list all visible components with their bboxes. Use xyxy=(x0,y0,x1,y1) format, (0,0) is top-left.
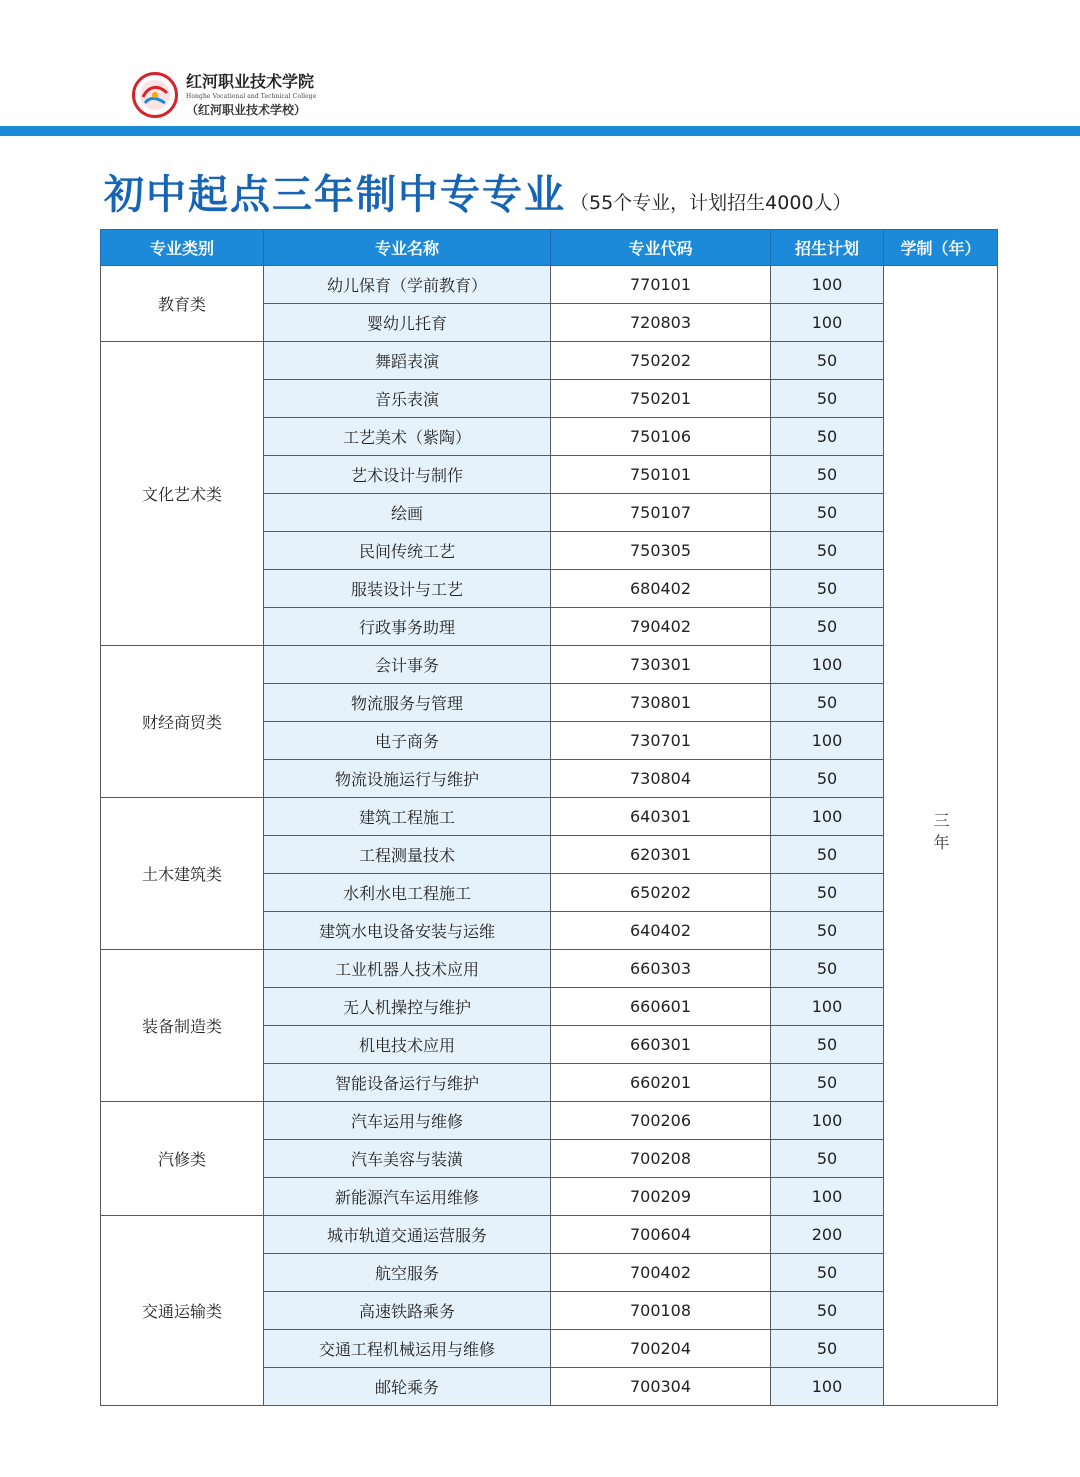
major-code-cell: 700209 xyxy=(551,1178,771,1216)
major-name-cell: 航空服务 xyxy=(264,1254,551,1292)
category-cell: 交通运输类 xyxy=(101,1216,264,1406)
table-row xyxy=(101,1216,998,1254)
enrollment-table xyxy=(100,229,998,1406)
enrollment-plan-cell: 50 xyxy=(771,874,884,912)
major-name-cell: 会计事务 xyxy=(264,646,551,684)
enrollment-plan-cell: 100 xyxy=(771,1102,884,1140)
major-code-cell: 620301 xyxy=(551,836,771,874)
major-code-cell: 700204 xyxy=(551,1330,771,1368)
enrollment-plan-cell: 50 xyxy=(771,1254,884,1292)
major-name-cell: 高速铁路乘务 xyxy=(264,1292,551,1330)
header-major-name: 专业名称 xyxy=(264,230,551,266)
major-name-cell: 物流服务与管理 xyxy=(264,684,551,722)
major-code-cell: 700208 xyxy=(551,1140,771,1178)
major-name-cell: 舞蹈表演 xyxy=(264,342,551,380)
enrollment-plan-cell: 50 xyxy=(771,912,884,950)
major-code-cell: 700206 xyxy=(551,1102,771,1140)
major-code-cell: 790402 xyxy=(551,608,771,646)
major-name-cell: 电子商务 xyxy=(264,722,551,760)
major-code-cell: 650202 xyxy=(551,874,771,912)
page-title-row xyxy=(104,170,852,220)
enrollment-plan-cell: 50 xyxy=(771,342,884,380)
major-name-cell: 音乐表演 xyxy=(264,380,551,418)
major-code-cell: 660301 xyxy=(551,1026,771,1064)
category-cell: 装备制造类 xyxy=(101,950,264,1102)
enrollment-plan-cell: 100 xyxy=(771,304,884,342)
enrollment-plan-cell: 50 xyxy=(771,532,884,570)
table-body xyxy=(101,266,998,1406)
major-code-cell: 730701 xyxy=(551,722,771,760)
major-name-cell: 邮轮乘务 xyxy=(264,1368,551,1406)
major-name-cell: 物流设施运行与维护 xyxy=(264,760,551,798)
major-name-cell: 幼儿保育（学前教育） xyxy=(264,266,551,304)
major-code-cell: 750202 xyxy=(551,342,771,380)
major-code-cell: 720803 xyxy=(551,304,771,342)
major-name-cell: 工程测量技术 xyxy=(264,836,551,874)
major-code-cell: 750106 xyxy=(551,418,771,456)
enrollment-plan-cell: 50 xyxy=(771,494,884,532)
enrollment-plan-cell: 100 xyxy=(771,798,884,836)
major-name-cell: 交通工程机械运用与维修 xyxy=(264,1330,551,1368)
enrollment-plan-cell: 50 xyxy=(771,1064,884,1102)
major-name-cell: 汽车美容与装潢 xyxy=(264,1140,551,1178)
enrollment-plan-cell: 50 xyxy=(771,1330,884,1368)
category-cell: 教育类 xyxy=(101,266,264,342)
page-subtitle: （55个专业，计划招生4000人） xyxy=(570,192,852,214)
major-name-cell: 民间传统工艺 xyxy=(264,532,551,570)
major-code-cell: 640301 xyxy=(551,798,771,836)
major-name-cell: 婴幼儿托育 xyxy=(264,304,551,342)
header-enrollment-plan: 招生计划 xyxy=(771,230,884,266)
page-header xyxy=(0,0,1080,126)
major-name-cell: 汽车运用与维修 xyxy=(264,1102,551,1140)
page-title: 初中起点三年制中专专业 xyxy=(104,172,566,218)
enrollment-plan-cell: 100 xyxy=(771,1368,884,1406)
enrollment-plan-cell: 50 xyxy=(771,456,884,494)
header-divider-bar xyxy=(0,126,1080,136)
school-name-cn: 红河职业技术学院 xyxy=(186,72,315,91)
table-header-row xyxy=(101,230,998,266)
major-name-cell: 行政事务助理 xyxy=(264,608,551,646)
major-name-cell: 建筑工程施工 xyxy=(264,798,551,836)
enrollment-plan-cell: 50 xyxy=(771,608,884,646)
enrollment-plan-cell: 50 xyxy=(771,1026,884,1064)
table-row xyxy=(101,1102,998,1140)
school-emblem-icon xyxy=(132,72,178,118)
enrollment-plan-cell: 100 xyxy=(771,266,884,304)
enrollment-plan-cell: 100 xyxy=(771,646,884,684)
major-code-cell: 750107 xyxy=(551,494,771,532)
category-cell: 土木建筑类 xyxy=(101,798,264,950)
enrollment-plan-cell: 100 xyxy=(771,988,884,1026)
major-name-cell: 服装设计与工艺 xyxy=(264,570,551,608)
table-row xyxy=(101,646,998,684)
category-cell: 财经商贸类 xyxy=(101,646,264,798)
major-name-cell: 城市轨道交通运营服务 xyxy=(264,1216,551,1254)
major-name-cell: 工艺美术（紫陶） xyxy=(264,418,551,456)
major-code-cell: 700304 xyxy=(551,1368,771,1406)
enrollment-plan-cell: 50 xyxy=(771,1292,884,1330)
enrollment-plan-cell: 50 xyxy=(771,570,884,608)
major-name-cell: 水利水电工程施工 xyxy=(264,874,551,912)
major-code-cell: 750305 xyxy=(551,532,771,570)
enrollment-plan-cell: 200 xyxy=(771,1216,884,1254)
table-row xyxy=(101,798,998,836)
major-code-cell: 750101 xyxy=(551,456,771,494)
enrollment-plan-cell: 50 xyxy=(771,760,884,798)
duration-text: 三年 xyxy=(931,811,950,856)
major-name-cell: 工业机器人技术应用 xyxy=(264,950,551,988)
major-code-cell: 640402 xyxy=(551,912,771,950)
enrollment-plan-cell: 100 xyxy=(771,722,884,760)
enrollment-plan-cell: 50 xyxy=(771,1140,884,1178)
major-code-cell: 660601 xyxy=(551,988,771,1026)
major-code-cell: 700402 xyxy=(551,1254,771,1292)
major-code-cell: 700604 xyxy=(551,1216,771,1254)
category-cell: 文化艺术类 xyxy=(101,342,264,646)
category-cell: 汽修类 xyxy=(101,1102,264,1216)
major-code-cell: 680402 xyxy=(551,570,771,608)
major-name-cell: 智能设备运行与维护 xyxy=(264,1064,551,1102)
enrollment-plan-cell: 50 xyxy=(771,380,884,418)
major-code-cell: 660201 xyxy=(551,1064,771,1102)
header-duration: 学制（年） xyxy=(884,230,998,266)
major-name-cell: 新能源汽车运用维修 xyxy=(264,1178,551,1216)
major-code-cell: 700108 xyxy=(551,1292,771,1330)
major-name-cell: 建筑水电设备安装与运维 xyxy=(264,912,551,950)
major-name-cell: 艺术设计与制作 xyxy=(264,456,551,494)
major-code-cell: 730301 xyxy=(551,646,771,684)
enrollment-plan-cell: 50 xyxy=(771,950,884,988)
major-code-cell: 770101 xyxy=(551,266,771,304)
major-code-cell: 750201 xyxy=(551,380,771,418)
enrollment-plan-cell: 50 xyxy=(771,836,884,874)
duration-cell xyxy=(884,266,998,1406)
major-name-cell: 绘画 xyxy=(264,494,551,532)
school-name-en: Honghe Vocational and Technical College xyxy=(186,93,317,100)
major-code-cell: 730804 xyxy=(551,760,771,798)
header-category: 专业类别 xyxy=(101,230,264,266)
school-sub-name: （红河职业技术学校） xyxy=(186,103,307,117)
table-row xyxy=(101,950,998,988)
table-row xyxy=(101,266,998,304)
major-code-cell: 730801 xyxy=(551,684,771,722)
major-name-cell: 机电技术应用 xyxy=(264,1026,551,1064)
header-major-code: 专业代码 xyxy=(551,230,771,266)
school-logo xyxy=(132,72,316,118)
major-code-cell: 660303 xyxy=(551,950,771,988)
enrollment-plan-cell: 50 xyxy=(771,418,884,456)
enrollment-plan-cell: 100 xyxy=(771,1178,884,1216)
enrollment-plan-cell: 50 xyxy=(771,684,884,722)
table-row xyxy=(101,342,998,380)
major-name-cell: 无人机操控与维护 xyxy=(264,988,551,1026)
